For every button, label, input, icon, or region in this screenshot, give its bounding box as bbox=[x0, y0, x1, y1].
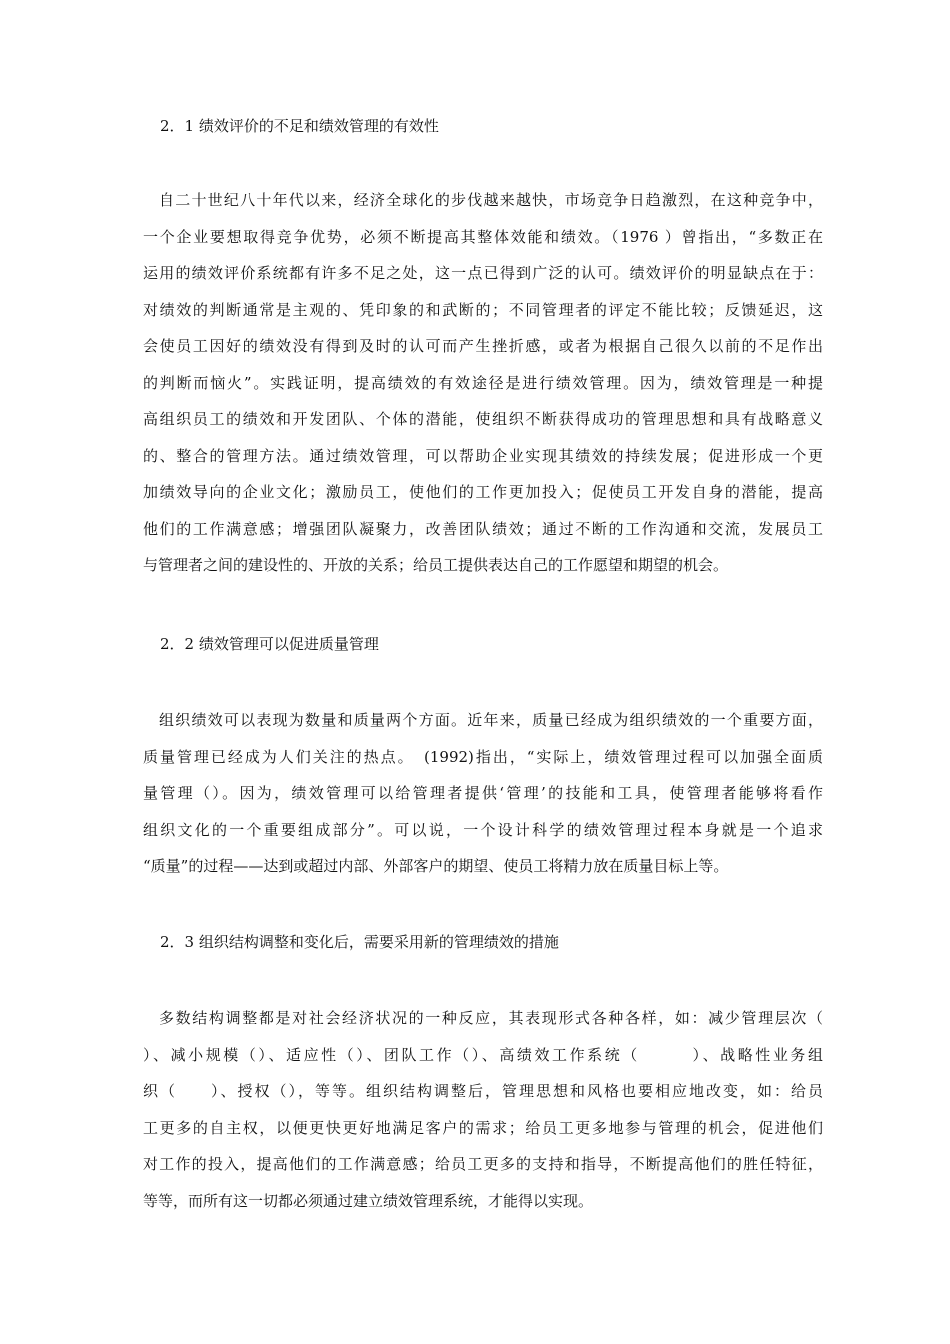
paragraph-line: 会使员工因好的绩效没有得到及时的认可而产生挫折感，或者为根据自己很久以前的不足作出 bbox=[143, 337, 823, 355]
section-paragraph-2-3 bbox=[143, 1008, 823, 1227]
paragraph-line: 对工作的投入，提高他们的工作满意感；给员工更多的支持和指导，不断提高他们的胜任特征， bbox=[143, 1155, 823, 1173]
paragraph-line: 自二十世纪八十年代以来，经济全球化的步伐越来越快，市场竞争日趋激烈，在这种竞争中， bbox=[159, 191, 823, 209]
paragraph-line: 与管理者之间的建设性的、开放的关系；给员工提供表达自己的工作愿望和期望的机会。 bbox=[143, 556, 729, 574]
paragraph-line: 高组织员工的绩效和开发团队、个体的潜能，使组织不断获得成功的管理思想和具有战略意义 bbox=[143, 410, 823, 428]
paragraph-line: 运用的绩效评价系统都有许多不足之处，这一点已得到广泛的认可。绩效评价的明显缺点在于： bbox=[143, 264, 823, 282]
paragraph-line: 他们的工作满意感；增强团队凝聚力，改善团队绩效；通过不断的工作沟通和交流，发展员工 bbox=[143, 519, 823, 538]
paragraph-line: 量管理（）。因为，绩效管理可以给管理者提供‘管理’的技能和工具，使管理者能够将看作 bbox=[143, 784, 823, 802]
paragraph-line: ）、减小规模（）、适应性（）、团队工作（）、高绩效工作系统（ ）、战略性业务组 bbox=[143, 1045, 823, 1064]
paragraph-line: 多数结构调整都是对社会经济状况的一种反应，其表现形式各种各样，如：减少管理层次（ bbox=[159, 1009, 823, 1027]
paragraph-line: 组织文化的一个重要组成部分”。可以说，一个设计科学的绩效管理过程本身就是一个追求 bbox=[143, 820, 823, 839]
section-paragraph-2-1 bbox=[143, 190, 823, 592]
section-heading-2-1: 2．1 绩效评价的不足和绩效管理的有效性 bbox=[160, 117, 439, 135]
paragraph-line: 织（ ）、授权（），等等。组织结构调整后，管理思想和风格也要相应地改变，如：给员 bbox=[143, 1082, 823, 1100]
paragraph-line: “质量”的过程——达到或超过内部、外部客户的期望、使员工将精力放在质量目标上等。 bbox=[143, 857, 729, 875]
paragraph-line: 加绩效导向的企业文化；激励员工，使他们的工作更加投入；促使员工开发自身的潜能，提高 bbox=[143, 483, 823, 501]
section-paragraph-2-2 bbox=[143, 710, 823, 893]
section-heading-2-2: 2．2 绩效管理可以促进质量管理 bbox=[160, 635, 379, 653]
paragraph-line: 的、整合的管理方法。通过绩效管理，可以帮助企业实现其绩效的持续发展；促进形成一个更 bbox=[143, 446, 823, 465]
paragraph-line: 质量管理已经成为人们关注的热点。 (1992)指出，“实际上，绩效管理过程可以加强全面质 bbox=[143, 747, 823, 766]
paragraph-line: 一个企业要想取得竞争优势，必须不断提高其整体效能和绩效。（1976 ）曾指出，“多数正在 bbox=[143, 227, 823, 246]
paragraph-line: 对绩效的判断通常是主观的、凭印象的和武断的；不同管理者的评定不能比较；反馈延迟，这 bbox=[143, 300, 823, 319]
paragraph-line: 工更多的自主权，以便更快更好地满足客户的需求；给员工更多地参与管理的机会，促进他们 bbox=[143, 1118, 823, 1137]
paragraph-line: 的判断而恼火”。实践证明，提高绩效的有效途径是进行绩效管理。因为，绩效管理是一种提 bbox=[143, 373, 823, 392]
paragraph-line: 组织绩效可以表现为数量和质量两个方面。近年来，质量已经成为组织绩效的一个重要方面， bbox=[159, 711, 823, 729]
paragraph-line: 等等，而所有这一切都必须通过建立绩效管理系统，才能得以实现。 bbox=[143, 1191, 594, 1210]
section-heading-2-3: 2．3 组织结构调整和变化后，需要采用新的管理绩效的措施 bbox=[160, 933, 559, 951]
